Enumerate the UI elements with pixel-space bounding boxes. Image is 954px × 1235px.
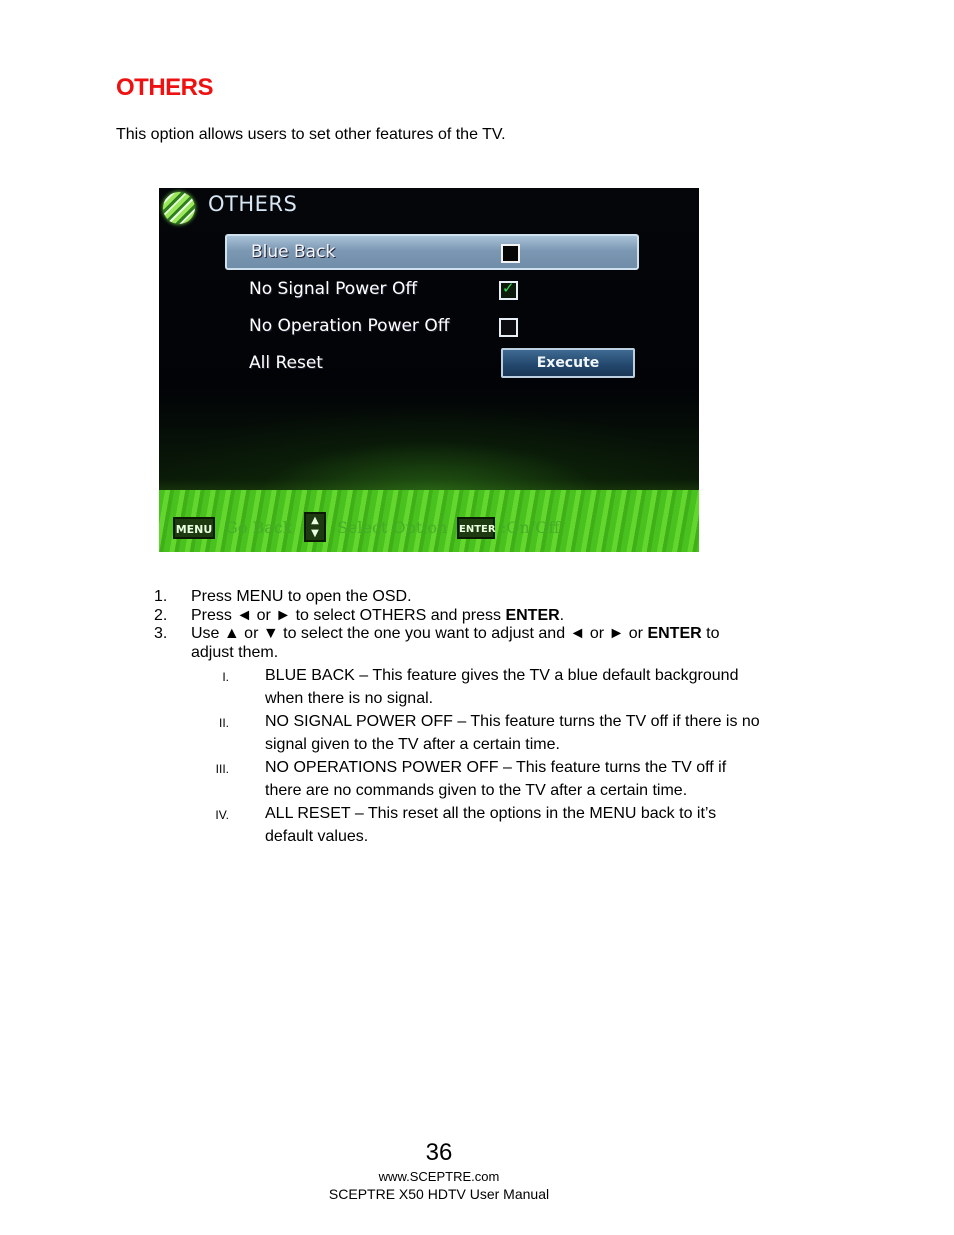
step-text: Use ▲ or ▼ to select the one you want to adjust and ◄ or ► or xyxy=(191,625,648,642)
intro-text: This option allows users to set other features of the TV. xyxy=(116,126,506,143)
step-text: Press MENU to open the OSD. xyxy=(191,588,412,605)
step-number: 3. xyxy=(154,625,168,642)
list-item xyxy=(154,588,761,607)
step-text: . xyxy=(559,606,565,624)
up-down-arrows-icon: ▲ ▼ xyxy=(304,512,326,542)
page-number: 36 xyxy=(425,1139,453,1166)
step-text: to adjust them. xyxy=(191,625,720,661)
osd-row-all-reset[interactable] xyxy=(225,347,639,383)
website-text: www.SCEPTRE.com xyxy=(378,1169,500,1184)
list-item xyxy=(205,710,765,756)
osd-title: OTHERS xyxy=(208,192,298,216)
checkmark-icon: ✓ xyxy=(502,279,515,297)
osd-row-label: No Operation Power Off xyxy=(249,316,450,336)
osd-row-no-operation-power-off[interactable] xyxy=(225,310,639,346)
sub-text: BLUE BACK – This feature gives the TV a blue default background when there is no signal. xyxy=(265,667,739,707)
checkbox-unchecked-icon[interactable] xyxy=(499,318,518,337)
step-text: Press ◄ or ► to select OTHERS and press xyxy=(191,606,506,624)
execute-button[interactable]: Execute xyxy=(501,348,635,378)
section-heading: OTHERS xyxy=(116,74,214,101)
sceptre-logo-icon xyxy=(163,192,195,224)
list-item xyxy=(205,802,765,848)
roman-numeral: I. xyxy=(222,670,229,684)
manual-title: SCEPTRE X50 HDTV User Manual xyxy=(328,1186,550,1202)
osd-screenshot xyxy=(159,188,699,552)
list-item xyxy=(205,664,765,710)
osd-background-glow xyxy=(159,408,699,498)
step-bold-text: ENTER xyxy=(505,606,560,624)
sub-list xyxy=(205,664,765,848)
checkbox-unchecked-icon[interactable] xyxy=(501,244,520,263)
list-item xyxy=(205,756,765,802)
osd-row-label: All Reset xyxy=(249,353,323,373)
step-list xyxy=(154,588,761,662)
roman-numeral: IV. xyxy=(215,808,229,822)
osd-row-blue-back[interactable] xyxy=(225,234,639,270)
osd-row-label: No Signal Power Off xyxy=(249,279,418,299)
step-bold-text: ENTER xyxy=(647,625,702,642)
step-number: 1. xyxy=(154,588,168,605)
step-number: 2. xyxy=(154,606,168,624)
enter-key-icon: ENTER xyxy=(457,517,495,539)
roman-numeral: II. xyxy=(218,716,229,730)
on-off-hint: :On/Off xyxy=(501,518,560,537)
go-back-hint: Go Back xyxy=(225,518,293,537)
osd-footer-bar xyxy=(159,490,699,552)
list-item xyxy=(154,607,761,626)
sub-text: ALL RESET – This reset all the options in the MENU back to it’s default values. xyxy=(265,805,717,845)
select-option-hint: Select Option xyxy=(337,518,448,537)
sub-text: NO SIGNAL POWER OFF – This feature turns the TV off if there is no signal given to the TV after a certain time. xyxy=(265,713,760,753)
list-item xyxy=(154,625,761,662)
osd-row-label: Blue Back xyxy=(251,242,336,262)
menu-key-icon: MENU xyxy=(173,517,215,539)
osd-row-no-signal-power-off[interactable] xyxy=(225,273,639,309)
sub-text: NO OPERATIONS POWER OFF – This feature turns the TV off if there are no commands given to the TV after a certain time. xyxy=(265,759,727,799)
checkbox-checked-icon[interactable] xyxy=(499,281,518,300)
roman-numeral: III. xyxy=(215,762,229,776)
